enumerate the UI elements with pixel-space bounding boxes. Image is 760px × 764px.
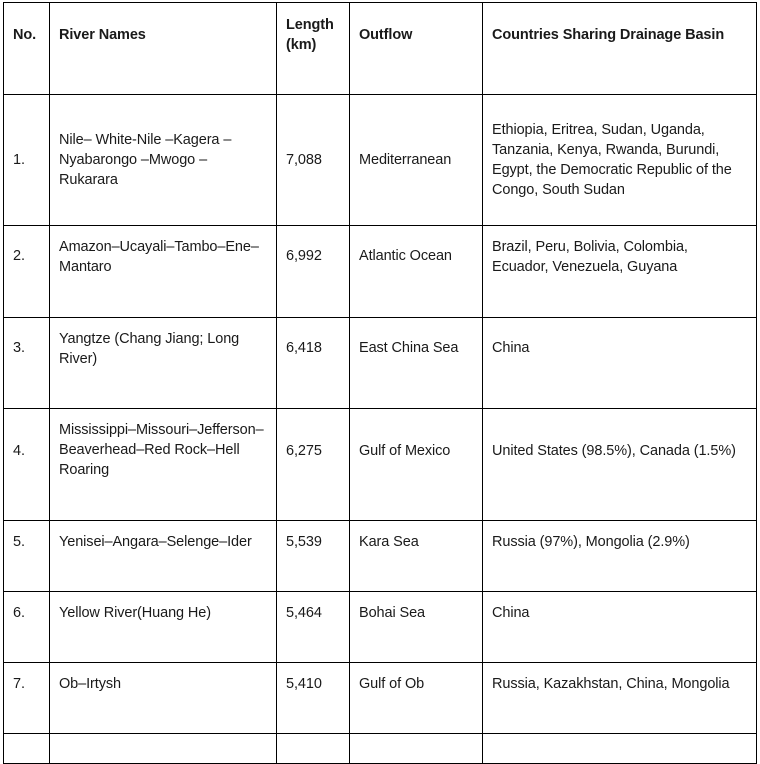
empty-cell — [277, 734, 350, 764]
length-cell: 6,992 — [277, 226, 350, 318]
empty-cell — [4, 734, 50, 764]
countries-cell: United States (98.5%), Canada (1.5%) — [483, 409, 757, 521]
river-names-cell: Yangtze (Chang Jiang; Long River) — [50, 318, 277, 409]
table-row — [4, 521, 757, 592]
length-cell: 6,275 — [277, 409, 350, 521]
row-number: 6. — [4, 592, 50, 663]
row-number: 1. — [4, 95, 50, 226]
outflow-cell: East China Sea — [350, 318, 483, 409]
table-row-partial — [4, 734, 757, 764]
river-names-cell: Yellow River(Huang He) — [50, 592, 277, 663]
table-row — [4, 95, 757, 226]
outflow-cell: Gulf of Mexico — [350, 409, 483, 521]
length-cell: 5,410 — [277, 663, 350, 734]
river-names-cell: Nile– White-Nile –Kagera – Nyabarongo –Mwogo – Rukarara — [50, 95, 277, 226]
empty-cell — [350, 734, 483, 764]
header-river-names: River Names — [50, 3, 277, 95]
row-number: 2. — [4, 226, 50, 318]
countries-cell: China — [483, 592, 757, 663]
length-cell: 6,418 — [277, 318, 350, 409]
river-names-cell: Amazon–Ucayali–Tambo–Ene–Mantaro — [50, 226, 277, 318]
row-number: 4. — [4, 409, 50, 521]
header-outflow: Outflow — [350, 3, 483, 95]
table-row — [4, 592, 757, 663]
river-names-cell: Mississippi–Missouri–Jefferson–Beaverhead–Red Rock–Hell Roaring — [50, 409, 277, 521]
outflow-cell: Atlantic Ocean — [350, 226, 483, 318]
countries-cell: China — [483, 318, 757, 409]
countries-cell: Russia (97%), Mongolia (2.9%) — [483, 521, 757, 592]
empty-cell — [50, 734, 277, 764]
header-length: Length (km) — [277, 3, 350, 95]
countries-cell: Brazil, Peru, Bolivia, Colombia, Ecuador, Venezuela, Guyana — [483, 226, 757, 318]
outflow-cell: Mediterranean — [350, 95, 483, 226]
table-header-row — [4, 3, 757, 95]
length-cell: 5,464 — [277, 592, 350, 663]
river-names-cell: Yenisei–Angara–Selenge–Ider — [50, 521, 277, 592]
countries-cell: Ethiopia, Eritrea, Sudan, Uganda, Tanzania, Kenya, Rwanda, Burundi, Egypt, the Democratic Republic of the Congo, South Sudan — [483, 95, 757, 226]
header-countries: Countries Sharing Drainage Basin — [483, 3, 757, 95]
row-number: 7. — [4, 663, 50, 734]
table-row — [4, 226, 757, 318]
countries-cell: Russia, Kazakhstan, China, Mongolia — [483, 663, 757, 734]
outflow-cell: Bohai Sea — [350, 592, 483, 663]
empty-cell — [483, 734, 757, 764]
row-number: 5. — [4, 521, 50, 592]
length-cell: 5,539 — [277, 521, 350, 592]
river-names-cell: Ob–Irtysh — [50, 663, 277, 734]
outflow-cell: Gulf of Ob — [350, 663, 483, 734]
row-number: 3. — [4, 318, 50, 409]
length-cell: 7,088 — [277, 95, 350, 226]
table-row — [4, 663, 757, 734]
table-row — [4, 318, 757, 409]
outflow-cell: Kara Sea — [350, 521, 483, 592]
rivers-table — [3, 2, 757, 764]
table-row — [4, 409, 757, 521]
header-no: No. — [4, 3, 50, 95]
